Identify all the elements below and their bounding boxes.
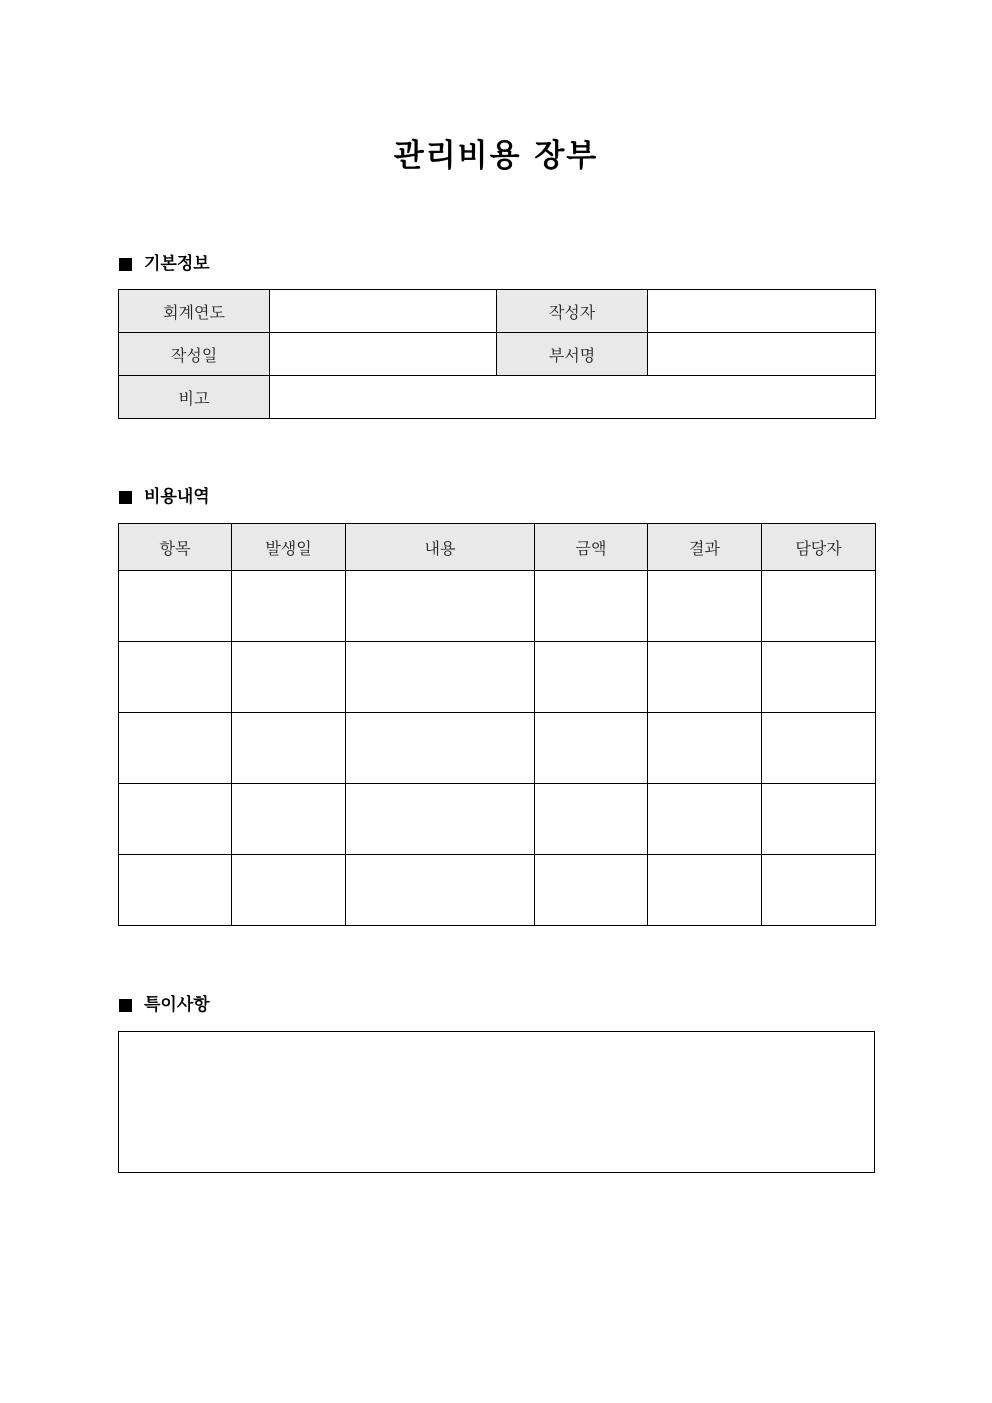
table-cell[interactable] (648, 713, 762, 784)
table-cell[interactable] (232, 713, 346, 784)
table-cell[interactable] (762, 642, 876, 713)
square-bullet-icon (119, 258, 132, 271)
table-row (119, 784, 876, 855)
table-cell[interactable] (119, 713, 232, 784)
special-notes-field[interactable] (118, 1031, 875, 1173)
table-cell[interactable] (346, 571, 535, 642)
table-cell[interactable] (119, 784, 232, 855)
table-cell[interactable] (535, 855, 648, 926)
table-cell[interactable] (232, 855, 346, 926)
table-cell[interactable] (346, 713, 535, 784)
section-heading-label: 기본정보 (144, 254, 210, 274)
square-bullet-icon (119, 999, 132, 1012)
table-cell[interactable] (762, 855, 876, 926)
table-cell[interactable] (762, 571, 876, 642)
cost-details-table (118, 523, 876, 926)
column-header-amount: 금액 (535, 524, 648, 571)
section-heading-label: 비용내역 (144, 487, 210, 507)
page-title: 관리비용 장부 (393, 138, 599, 174)
table-row (119, 290, 876, 333)
table-cell[interactable] (762, 713, 876, 784)
table-cell[interactable] (762, 784, 876, 855)
table-cell[interactable] (535, 571, 648, 642)
section-heading-label: 특이사항 (144, 995, 210, 1015)
table-cell[interactable] (232, 571, 346, 642)
table-cell[interactable] (346, 642, 535, 713)
table-cell[interactable] (648, 855, 762, 926)
basic-info-table (118, 289, 876, 419)
table-row (119, 571, 876, 642)
section-heading-basic-info (119, 252, 210, 276)
square-bullet-icon (119, 491, 132, 504)
table-cell[interactable] (648, 642, 762, 713)
remarks-field[interactable] (270, 376, 876, 419)
table-cell[interactable] (648, 784, 762, 855)
date-label: 작성일 (119, 333, 270, 376)
table-cell[interactable] (119, 855, 232, 926)
author-label: 작성자 (497, 290, 648, 333)
table-cell[interactable] (535, 713, 648, 784)
column-header-description: 내용 (346, 524, 535, 571)
section-heading-cost-details (119, 485, 210, 509)
table-header-row (119, 524, 876, 571)
table-cell[interactable] (232, 784, 346, 855)
department-field[interactable] (648, 333, 876, 376)
fiscal-year-field[interactable] (270, 290, 497, 333)
column-header-item: 항목 (119, 524, 232, 571)
remarks-label: 비고 (119, 376, 270, 419)
table-cell[interactable] (535, 784, 648, 855)
department-label: 부서명 (497, 333, 648, 376)
column-header-date: 발생일 (232, 524, 346, 571)
column-header-result: 결과 (648, 524, 762, 571)
table-cell[interactable] (535, 642, 648, 713)
author-field[interactable] (648, 290, 876, 333)
table-row (119, 333, 876, 376)
fiscal-year-label: 회계연도 (119, 290, 270, 333)
table-cell[interactable] (346, 855, 535, 926)
table-row (119, 713, 876, 784)
table-cell[interactable] (346, 784, 535, 855)
table-cell[interactable] (648, 571, 762, 642)
column-header-manager: 담당자 (762, 524, 876, 571)
table-row (119, 855, 876, 926)
date-field[interactable] (270, 333, 497, 376)
table-cell[interactable] (119, 642, 232, 713)
table-cell[interactable] (119, 571, 232, 642)
table-cell[interactable] (232, 642, 346, 713)
table-row (119, 376, 876, 419)
section-heading-special-notes (119, 993, 210, 1017)
table-row (119, 642, 876, 713)
